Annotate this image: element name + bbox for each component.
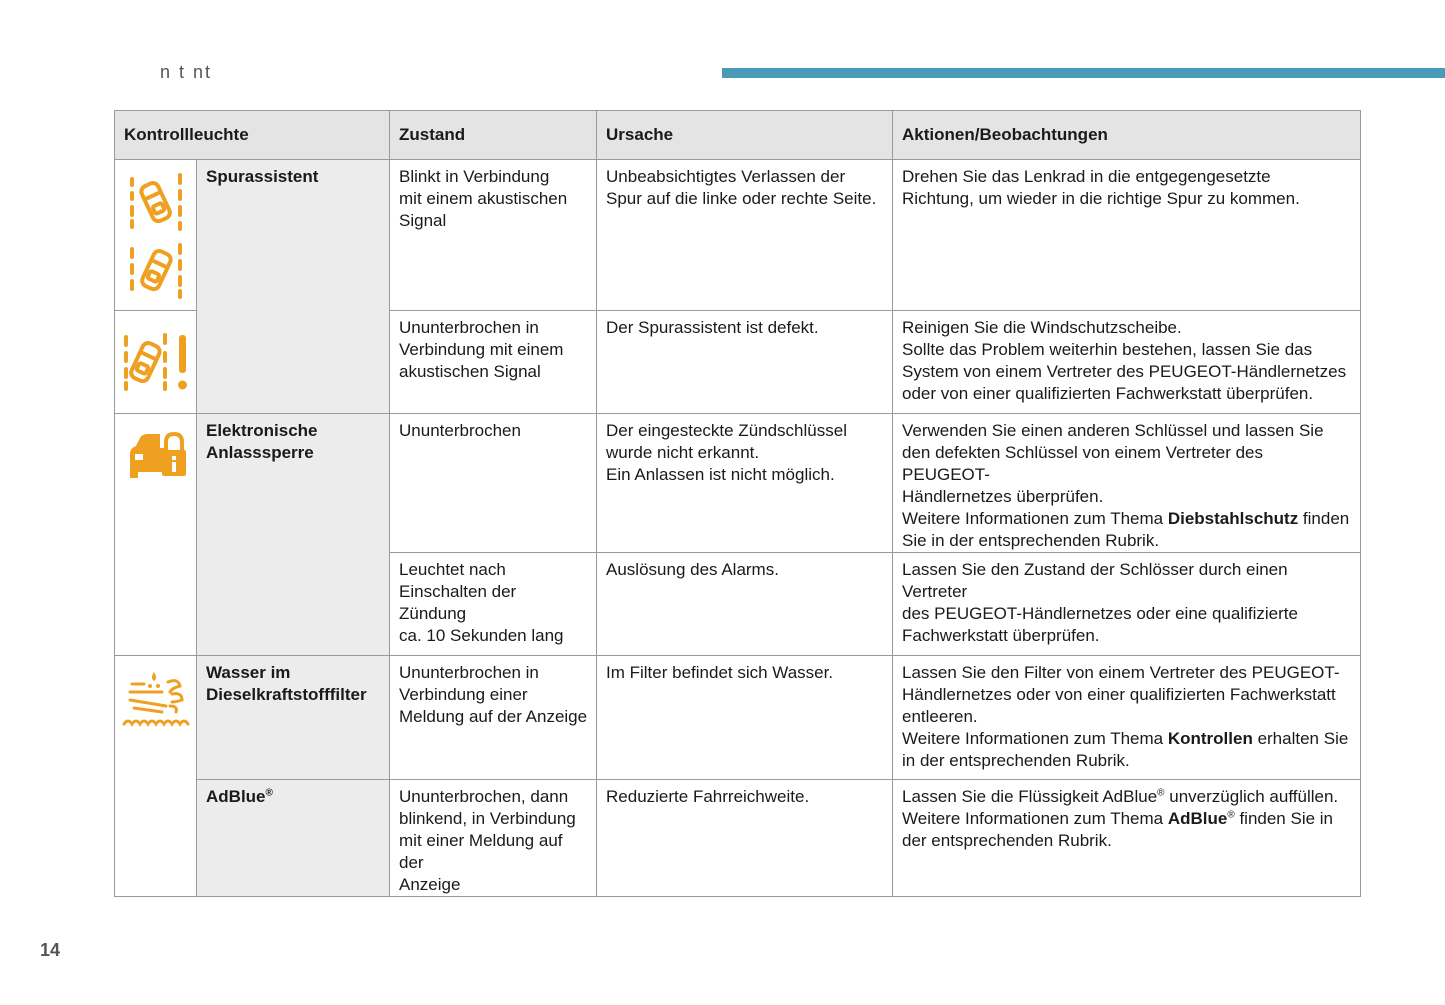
table-row <box>115 780 1361 897</box>
text-run: finden Sie in <box>1234 809 1334 828</box>
cell-line: Im Filter befindet sich Wasser. <box>606 663 834 682</box>
cell-line: Lassen Sie den Zustand der Schlösser durch einen Vertreter <box>902 560 1288 601</box>
ursache-cell <box>597 414 893 553</box>
warning-lights-table <box>114 110 1361 897</box>
chapter-header: n t nt <box>160 62 213 82</box>
cell-line: oder von einer qualifizierten Fachwerkstatt überprüfen. <box>902 384 1314 403</box>
cell-line: des PEUGEOT-Händlernetzes oder eine qualifizierte <box>902 604 1298 623</box>
cell-line: wurde nicht erkannt. <box>606 443 760 462</box>
cell-line: akustischen Signal <box>399 362 541 381</box>
aktionen-cell <box>893 160 1361 311</box>
cell-line: blinkend, in Verbindung <box>399 809 576 828</box>
cell-line: Auslösung des Alarms. <box>606 560 779 579</box>
cell-line: Unbeabsichtigtes Verlassen der <box>606 167 846 186</box>
aktionen-cell <box>893 656 1361 780</box>
cell-line: Reinigen Sie die Windschutzscheibe. <box>902 318 1182 337</box>
ursache-cell <box>597 160 893 311</box>
header-kontrollleuchte: Kontrollleuchte <box>115 111 390 160</box>
zustand-cell <box>390 553 597 656</box>
ursache-cell <box>597 656 893 780</box>
cell-line: entleeren. <box>902 707 978 726</box>
cell-line: Händlernetzes überprüfen. <box>902 487 1104 506</box>
lane-departure-icon <box>126 169 186 301</box>
cell-line: Verbindung einer <box>399 685 528 704</box>
label-line: Dieselkraftstofffilter <box>206 685 367 704</box>
zustand-cell <box>390 311 597 414</box>
lane-departure-fault-icon <box>121 331 191 393</box>
text-run: Weitere Informationen zum Thema <box>902 509 1168 528</box>
registered-mark: ® <box>1157 787 1165 799</box>
cell-line <box>902 508 1352 530</box>
cell-line: Einschalten der Zündung <box>399 582 517 623</box>
aktionen-cell <box>893 311 1361 414</box>
lane-departure-fault-icon-cell <box>115 311 197 414</box>
cell-line: den defekten Schlüssel von einem Vertreter des PEUGEOT- <box>902 443 1264 484</box>
cell-line: ca. 10 Sekunden lang <box>399 626 564 645</box>
cell-line: der entsprechenden Rubrik. <box>902 831 1112 850</box>
registered-mark: ® <box>265 787 273 799</box>
water-in-diesel-filter-icon-cell <box>115 656 197 897</box>
table-header-row <box>115 111 1361 160</box>
cell-line: Sie in der entsprechenden Rubrik. <box>902 531 1160 550</box>
text-run: Weitere Informationen zum Thema <box>902 809 1168 828</box>
cell-line: Sollte das Problem weiterhin bestehen, lassen Sie das <box>902 340 1313 359</box>
cell-line <box>902 786 1352 808</box>
cell-line: Ununterbrochen in <box>399 663 539 682</box>
registered-mark: ® <box>1227 809 1235 821</box>
label-line: Wasser im <box>206 663 291 682</box>
aktionen-cell <box>893 553 1361 656</box>
label-elektronische-anlasssperre <box>197 414 390 656</box>
cell-line: System von einem Vertreter des PEUGEOT-Händlernetzes <box>902 362 1347 381</box>
cell-line: Ununterbrochen in <box>399 318 539 337</box>
cell-line: Spur auf die linke oder rechte Seite. <box>606 189 877 208</box>
immobiliser-icon-cell <box>115 414 197 656</box>
cell-line: mit einer Meldung auf der <box>399 831 563 872</box>
zustand-cell <box>390 656 597 780</box>
cell-line: Signal <box>399 211 447 230</box>
page-number: 14 <box>40 940 61 960</box>
cell-line <box>902 808 1352 830</box>
header-aktionen: Aktionen/Beobachtungen <box>893 111 1361 160</box>
label-wasser-im-dieselfilter <box>197 656 390 780</box>
aktionen-cell <box>893 780 1361 897</box>
ursache-cell <box>597 553 893 656</box>
cell-line: Der eingesteckte Zündschlüssel <box>606 421 847 440</box>
cell-line: Anzeige <box>399 875 461 894</box>
zustand-cell <box>390 780 597 897</box>
cell-line: Verwenden Sie einen anderen Schlüssel und lassen Sie <box>902 421 1324 440</box>
label-line: Anlasssperre <box>206 443 314 462</box>
text-run: unverzüglich auffüllen. <box>1164 787 1339 806</box>
cell-line <box>902 728 1352 750</box>
zustand-cell <box>390 414 597 553</box>
header-ursache: Ursache <box>597 111 893 160</box>
table-row <box>115 656 1361 780</box>
cell-line: mit einem akustischen <box>399 189 568 208</box>
ursache-cell <box>597 780 893 897</box>
header-accent-bar <box>722 68 1445 78</box>
table-row <box>115 160 1361 311</box>
cell-line: Ununterbrochen <box>399 421 521 440</box>
cell-line: Blinkt in Verbindung <box>399 167 550 186</box>
label-line: Elektronische <box>206 421 318 440</box>
lane-departure-icon-cell <box>115 160 197 311</box>
cell-line: Lassen Sie den Filter von einem Vertreter des PEUGEOT- <box>902 663 1340 682</box>
header-zustand: Zustand <box>390 111 597 160</box>
zustand-cell <box>390 160 597 311</box>
bold-term: Kontrollen <box>1167 729 1253 748</box>
text-run: finden <box>1298 509 1350 528</box>
cell-line: Leuchtet nach <box>399 560 506 579</box>
cell-line: Meldung auf der Anzeige <box>399 707 588 726</box>
cell-line: in der entsprechenden Rubrik. <box>902 751 1130 770</box>
immobiliser-icon <box>126 432 186 480</box>
cell-line: Händlernetzes oder von einer qualifizierten Fachwerkstatt <box>902 685 1336 704</box>
label-spurassistent: Spurassistent <box>197 160 390 414</box>
cell-line: Ununterbrochen, dann <box>399 787 569 806</box>
ursache-cell <box>597 311 893 414</box>
cell-line: Der Spurassistent ist defekt. <box>606 318 819 337</box>
label-adblue <box>197 780 390 897</box>
cell-line: Fachwerkstatt überprüfen. <box>902 626 1100 645</box>
aktionen-cell <box>893 414 1361 553</box>
text-run: Lassen Sie die Flüssigkeit AdBlue <box>902 787 1158 806</box>
cell-line: Drehen Sie das Lenkrad in die entgegengesetzte <box>902 167 1271 186</box>
cell-line: Ein Anlassen ist nicht möglich. <box>606 465 835 484</box>
text-run: erhalten Sie <box>1252 729 1349 748</box>
cell-line: Verbindung mit einem <box>399 340 564 359</box>
table-row <box>115 414 1361 553</box>
label-text: AdBlue <box>206 787 266 806</box>
cell-line: Reduzierte Fahrreichweite. <box>606 787 810 806</box>
text-run: Weitere Informationen zum Thema <box>902 729 1168 748</box>
water-in-diesel-filter-icon <box>122 670 190 728</box>
bold-term: AdBlue <box>1167 809 1228 828</box>
bold-term: Diebstahlschutz <box>1167 509 1299 528</box>
cell-line: Richtung, um wieder in die richtige Spur zu kommen. <box>902 189 1300 208</box>
